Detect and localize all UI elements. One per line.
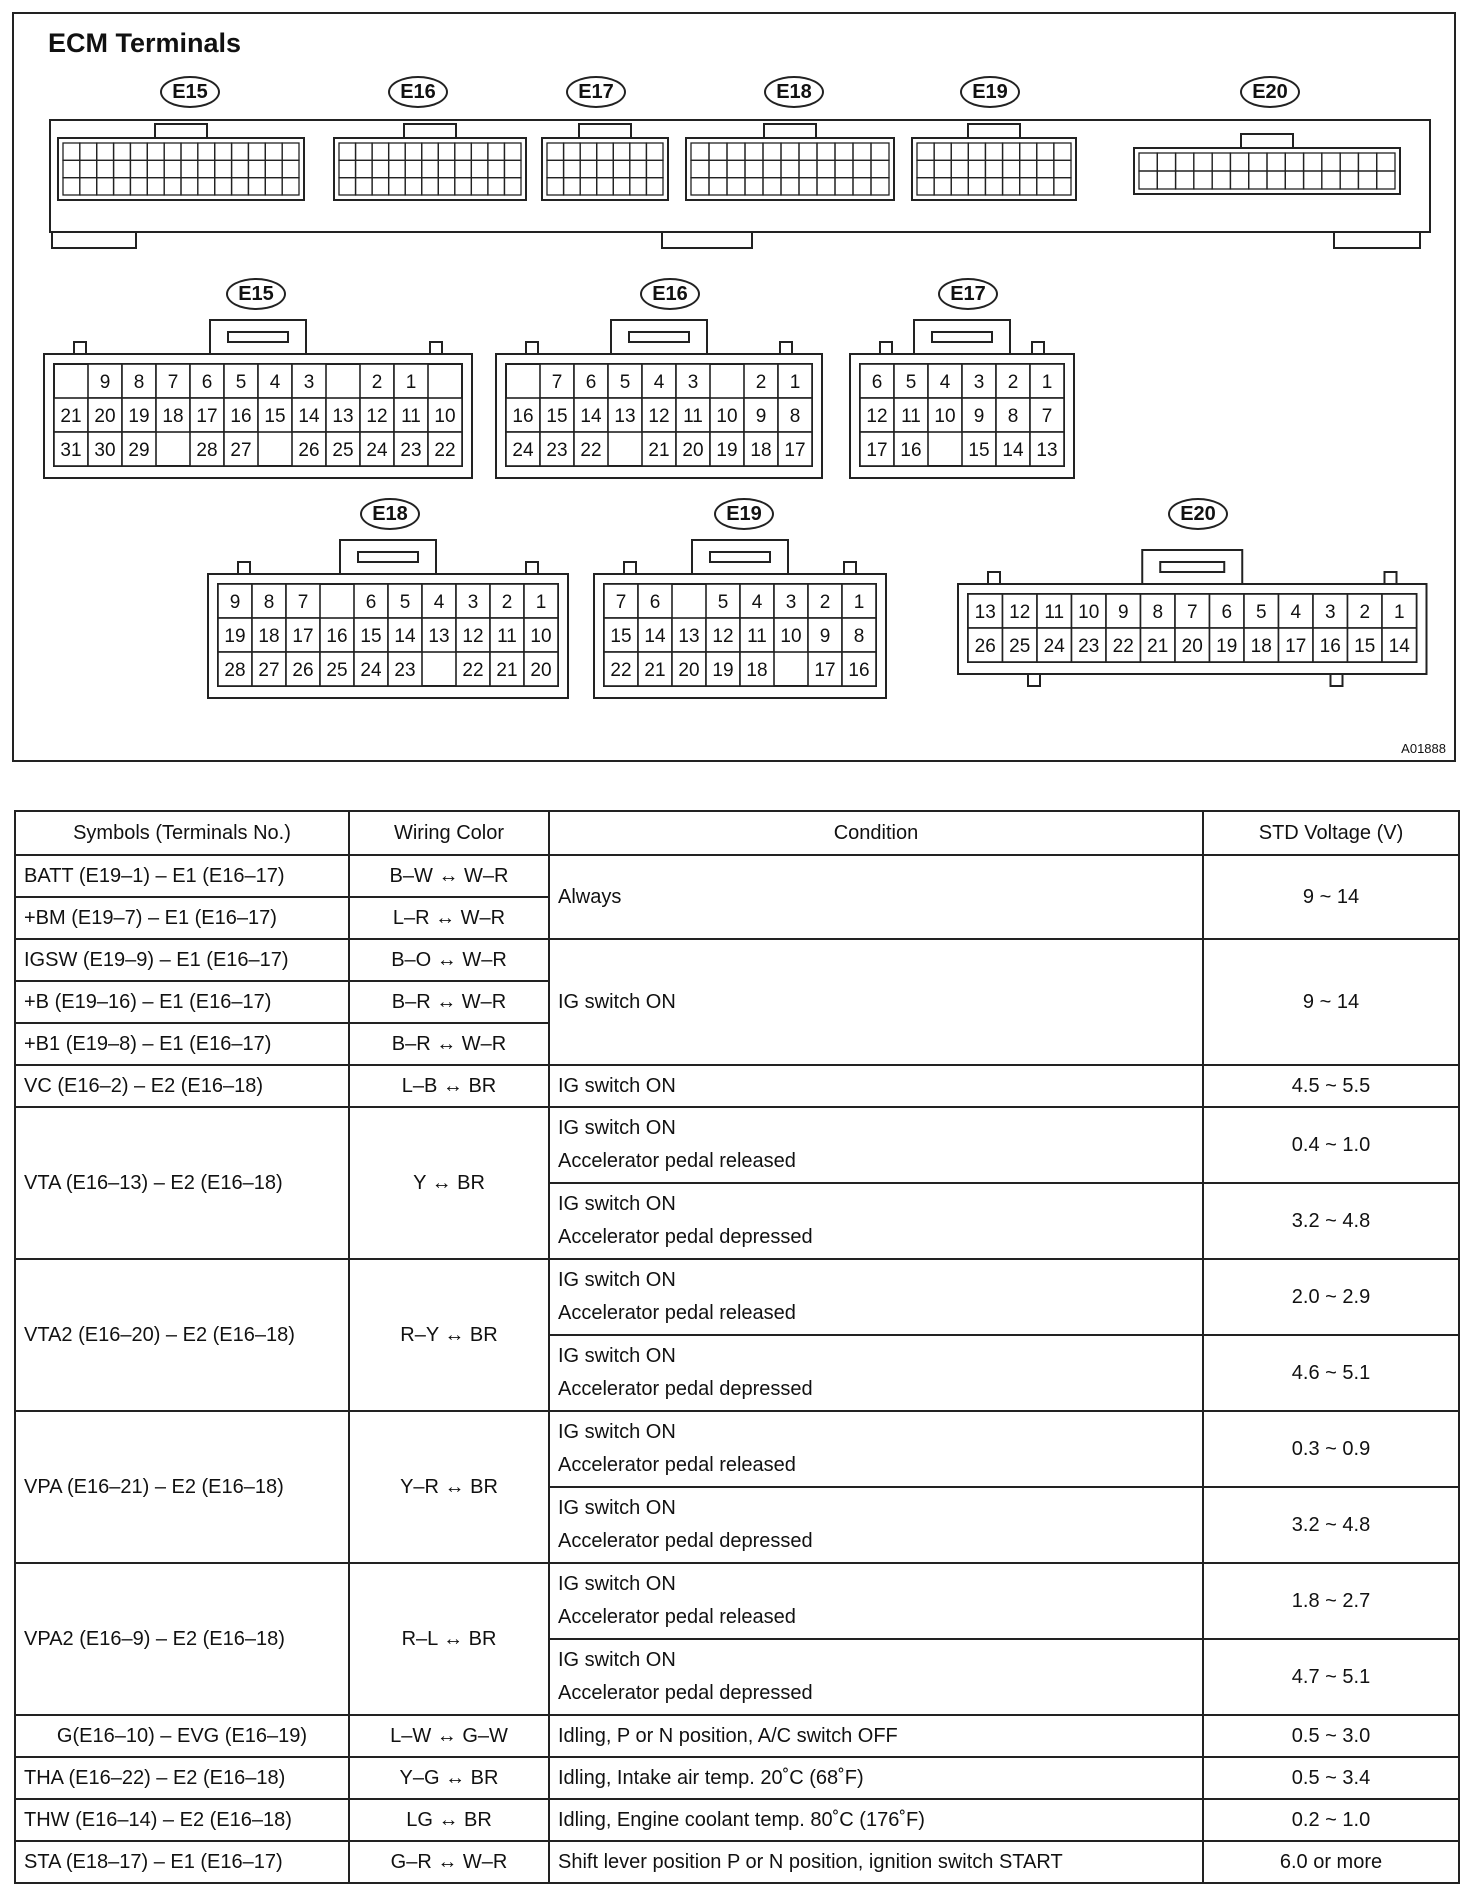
ecm-terminals-diagram	[12, 12, 1456, 762]
pin-number: 28	[196, 440, 218, 461]
pin-number: 3	[467, 592, 479, 613]
pin-number: 5	[619, 372, 631, 393]
condition-cell: Always	[549, 855, 1203, 939]
pin-number: 22	[434, 440, 456, 461]
mini-connector-19	[912, 124, 1076, 200]
pin-number: 2	[1359, 602, 1371, 623]
detail-label-e19: E19	[714, 498, 774, 530]
pin-number: 17	[196, 406, 218, 427]
col-wiring-color: Wiring Color	[349, 811, 549, 855]
voltage-cell: 3.2 ~ 4.8	[1203, 1487, 1459, 1563]
symbol-cell: VPA (E16–21) – E2 (E16–18)	[15, 1411, 349, 1563]
symbol-cell: BATT (E19–1) – E1 (E16–17)	[15, 855, 349, 897]
condition-cell	[549, 1107, 1203, 1183]
wiring-cell: R–L ↔ BR	[349, 1563, 549, 1715]
pin-number: 15	[968, 440, 990, 461]
pin-number: 9	[755, 406, 767, 427]
connector-e20	[958, 550, 1427, 686]
table-row	[15, 1841, 1459, 1883]
condition-line: Accelerator pedal depressed	[558, 1682, 813, 1704]
table-row	[15, 1715, 1459, 1757]
mini-connector-15	[58, 124, 304, 200]
pin-number: 5	[905, 372, 917, 393]
pin-number: 10	[1078, 602, 1100, 623]
pin-number: 14	[1002, 440, 1024, 461]
condition-cell: IG switch ON	[549, 939, 1203, 1065]
condition-cell: Idling, Engine coolant temp. 80˚C (176˚F)	[549, 1799, 1203, 1841]
pin-number: 22	[462, 660, 484, 681]
condition-line: Accelerator pedal released	[558, 1150, 796, 1172]
pin-number: 8	[1007, 406, 1019, 427]
symbol-cell: +B (E19–16) – E1 (E16–17)	[15, 981, 349, 1023]
symbol-cell: VTA (E16–13) – E2 (E16–18)	[15, 1107, 349, 1259]
pin-number: 1	[1041, 372, 1053, 393]
pin-number: 19	[224, 626, 246, 647]
pin-number: 12	[462, 626, 484, 647]
pin-number: 16	[326, 626, 348, 647]
table-row	[15, 1563, 1459, 1639]
pin-number: 3	[785, 592, 797, 613]
pin-number: 12	[866, 406, 888, 427]
pin-number: 4	[653, 372, 665, 393]
pin-number: 23	[394, 660, 416, 681]
condition-line: IG switch ON	[558, 1117, 676, 1139]
pin-number: 27	[258, 660, 280, 681]
pin-number: 20	[94, 406, 116, 427]
pin-number: 24	[360, 660, 382, 681]
pin-number: 21	[1147, 636, 1169, 657]
pin-number: 2	[501, 592, 513, 613]
pin-number: 6	[365, 592, 377, 613]
table-row	[15, 939, 1459, 981]
pin-number: 19	[716, 440, 738, 461]
pin-number: 5	[399, 592, 411, 613]
detail-label-e20: E20	[1168, 498, 1228, 530]
pin-number: 7	[551, 372, 563, 393]
voltage-cell: 1.8 ~ 2.7	[1203, 1563, 1459, 1639]
pin-number: 9	[1117, 602, 1129, 623]
pin-number: 20	[682, 440, 704, 461]
pin-number: 29	[128, 440, 150, 461]
table-row	[15, 855, 1459, 897]
pin-number: 14	[644, 626, 666, 647]
pin-number: 19	[1216, 636, 1238, 657]
pin-number: 17	[1285, 636, 1307, 657]
pin-number: 16	[512, 406, 534, 427]
pin-number: 18	[162, 406, 184, 427]
pin-number: 16	[1319, 636, 1341, 657]
pin-number: 17	[784, 440, 806, 461]
pin-number: 6	[585, 372, 597, 393]
table-row	[15, 1411, 1459, 1487]
symbol-cell: STA (E18–17) – E1 (E16–17)	[15, 1841, 349, 1883]
pin-number: 8	[789, 406, 801, 427]
pin-number: 10	[530, 626, 552, 647]
pin-number: 6	[201, 372, 213, 393]
pin-number: 11	[747, 626, 767, 647]
condition-line: IG switch ON	[558, 1421, 676, 1443]
voltage-cell: 6.0 or more	[1203, 1841, 1459, 1883]
pin-number: 16	[900, 440, 922, 461]
pin-number: 7	[615, 592, 627, 613]
pin-number: 5	[717, 592, 729, 613]
pin-number: 6	[871, 372, 883, 393]
wiring-cell: B–R ↔ W–R	[349, 981, 549, 1023]
top-label-e20: E20	[1240, 76, 1300, 108]
pin-number: 17	[866, 440, 888, 461]
pin-number: 11	[1044, 602, 1065, 623]
voltage-cell: 0.5 ~ 3.4	[1203, 1757, 1459, 1799]
top-label-e19: E19	[960, 76, 1020, 108]
pin-number: 10	[780, 626, 802, 647]
condition-cell: IG switch ON	[549, 1065, 1203, 1107]
pin-number: 28	[224, 660, 246, 681]
pin-number: 12	[648, 406, 670, 427]
pin-number: 4	[269, 372, 281, 393]
condition-cell	[549, 1183, 1203, 1259]
top-label-e17: E17	[566, 76, 626, 108]
pin-number: 5	[235, 372, 247, 393]
symbol-cell: VPA2 (E16–9) – E2 (E16–18)	[15, 1563, 349, 1715]
col-symbols: Symbols (Terminals No.)	[15, 811, 349, 855]
pin-number: 4	[1290, 602, 1302, 623]
pin-number: 17	[292, 626, 314, 647]
pin-number: 16	[848, 660, 870, 681]
condition-line: IG switch ON	[558, 1345, 676, 1367]
condition-line: IG switch ON	[558, 1573, 676, 1595]
pin-number: 26	[298, 440, 320, 461]
pin-number: 22	[1112, 636, 1134, 657]
symbol-cell: VTA2 (E16–20) – E2 (E16–18)	[15, 1259, 349, 1411]
pin-number: 6	[1221, 602, 1233, 623]
pin-number: 18	[746, 660, 768, 681]
pin-number: 8	[133, 372, 145, 393]
pin-number: 7	[297, 592, 309, 613]
pin-number: 4	[939, 372, 951, 393]
table-row	[15, 1065, 1459, 1107]
pin-number: 18	[750, 440, 772, 461]
mini-connector-16	[334, 124, 526, 200]
condition-line: Accelerator pedal depressed	[558, 1226, 813, 1248]
pin-number: 4	[433, 592, 445, 613]
wiring-cell: L–R ↔ W–R	[349, 897, 549, 939]
pin-number: 12	[712, 626, 734, 647]
col-std-voltage: STD Voltage (V)	[1203, 811, 1459, 855]
condition-cell: Shift lever position P or N position, ignition switch START	[549, 1841, 1203, 1883]
symbol-cell: THW (E16–14) – E2 (E16–18)	[15, 1799, 349, 1841]
voltage-cell: 4.5 ~ 5.5	[1203, 1065, 1459, 1107]
pin-number: 20	[678, 660, 700, 681]
pin-number: 9	[973, 406, 985, 427]
pin-number: 2	[1007, 372, 1019, 393]
pin-number: 24	[1043, 636, 1065, 657]
pin-number: 19	[128, 406, 150, 427]
mini-connector-17	[542, 124, 668, 200]
wiring-cell: R–Y ↔ BR	[349, 1259, 549, 1411]
mini-connector-18	[686, 124, 894, 200]
pin-number: 14	[298, 406, 320, 427]
connector-e15	[44, 320, 472, 478]
wiring-cell: Y–R ↔ BR	[349, 1411, 549, 1563]
pin-number: 2	[755, 372, 767, 393]
symbol-cell: +BM (E19–7) – E1 (E16–17)	[15, 897, 349, 939]
condition-cell	[549, 1639, 1203, 1715]
table-row	[15, 1799, 1459, 1841]
pin-number: 22	[580, 440, 602, 461]
pin-number: 20	[1181, 636, 1203, 657]
pin-number: 21	[496, 660, 518, 681]
pin-number: 27	[230, 440, 252, 461]
pin-number: 12	[366, 406, 388, 427]
condition-cell: Idling, Intake air temp. 20˚C (68˚F)	[549, 1757, 1203, 1799]
table-row	[15, 1259, 1459, 1335]
table-row	[15, 1107, 1459, 1183]
pin-number: 24	[366, 440, 388, 461]
pin-number: 15	[546, 406, 568, 427]
voltage-cell: 0.4 ~ 1.0	[1203, 1107, 1459, 1183]
pin-number: 13	[332, 406, 354, 427]
condition-cell	[549, 1487, 1203, 1563]
pin-number: 3	[303, 372, 315, 393]
pin-number: 2	[371, 372, 383, 393]
pin-number: 11	[401, 406, 421, 427]
pin-number: 18	[1250, 636, 1272, 657]
pin-number: 31	[60, 440, 82, 461]
connector-e17	[850, 320, 1074, 478]
pin-number: 3	[687, 372, 699, 393]
connector-e18	[208, 540, 568, 698]
col-condition: Condition	[549, 811, 1203, 855]
pin-number: 14	[1388, 636, 1410, 657]
pin-number: 22	[610, 660, 632, 681]
terminal-voltage-table	[14, 810, 1460, 1884]
pin-number: 11	[901, 406, 921, 427]
condition-line: IG switch ON	[558, 1193, 676, 1215]
wiring-cell: B–R ↔ W–R	[349, 1023, 549, 1065]
wiring-cell: B–O ↔ W–R	[349, 939, 549, 981]
detail-label-e15: E15	[226, 278, 286, 310]
detail-label-e17: E17	[938, 278, 998, 310]
pin-number: 7	[1041, 406, 1053, 427]
pin-number: 17	[814, 660, 836, 681]
pin-number: 15	[360, 626, 382, 647]
pin-number: 26	[292, 660, 314, 681]
table-row	[15, 1757, 1459, 1799]
condition-line: Accelerator pedal released	[558, 1454, 796, 1476]
symbol-cell: THA (E16–22) – E2 (E16–18)	[15, 1757, 349, 1799]
pin-number: 23	[400, 440, 422, 461]
pin-number: 30	[94, 440, 116, 461]
symbol-cell: IGSW (E19–9) – E1 (E16–17)	[15, 939, 349, 981]
voltage-cell: 3.2 ~ 4.8	[1203, 1183, 1459, 1259]
pin-number: 1	[1393, 602, 1405, 623]
voltage-cell: 0.3 ~ 0.9	[1203, 1411, 1459, 1487]
connector-drawing	[14, 14, 1454, 760]
condition-cell: Idling, P or N position, A/C switch OFF	[549, 1715, 1203, 1757]
pin-number: 11	[497, 626, 517, 647]
voltage-cell: 4.6 ~ 5.1	[1203, 1335, 1459, 1411]
pin-number: 5	[1255, 602, 1267, 623]
condition-cell	[549, 1335, 1203, 1411]
pin-number: 23	[1078, 636, 1100, 657]
pin-number: 10	[716, 406, 738, 427]
pin-number: 19	[712, 660, 734, 681]
pin-number: 11	[683, 406, 703, 427]
voltage-cell: 4.7 ~ 5.1	[1203, 1639, 1459, 1715]
pin-number: 9	[229, 592, 241, 613]
pin-number: 1	[789, 372, 801, 393]
pin-number: 3	[1324, 602, 1336, 623]
pin-number: 16	[230, 406, 252, 427]
pin-number: 7	[1186, 602, 1198, 623]
pin-number: 18	[258, 626, 280, 647]
condition-cell	[549, 1411, 1203, 1487]
pin-number: 6	[649, 592, 661, 613]
pin-number: 9	[99, 372, 111, 393]
pin-number: 14	[394, 626, 416, 647]
pin-number: 1	[853, 592, 865, 613]
voltage-cell: 2.0 ~ 2.9	[1203, 1259, 1459, 1335]
pin-number: 15	[264, 406, 286, 427]
top-label-e15: E15	[160, 76, 220, 108]
condition-cell	[549, 1259, 1203, 1335]
pin-number: 8	[263, 592, 275, 613]
wiring-cell: G–R ↔ W–R	[349, 1841, 549, 1883]
pin-number: 13	[428, 626, 450, 647]
wiring-cell: Y ↔ BR	[349, 1107, 549, 1259]
pin-number: 13	[974, 602, 996, 623]
pin-number: 1	[535, 592, 547, 613]
pin-number: 8	[853, 626, 865, 647]
condition-line: IG switch ON	[558, 1497, 676, 1519]
pin-number: 10	[934, 406, 956, 427]
top-label-e16: E16	[388, 76, 448, 108]
pin-number: 4	[751, 592, 763, 613]
figure-code: A01888	[1401, 741, 1446, 756]
pin-number: 15	[1354, 636, 1376, 657]
wiring-cell: Y–G ↔ BR	[349, 1757, 549, 1799]
symbol-cell: G(E16–10) – EVG (E16–19)	[15, 1715, 349, 1757]
pin-number: 25	[326, 660, 348, 681]
condition-line: IG switch ON	[558, 1269, 676, 1291]
pin-number: 12	[1009, 602, 1031, 623]
pin-number: 24	[512, 440, 534, 461]
condition-line: Accelerator pedal depressed	[558, 1378, 813, 1400]
pin-number: 21	[648, 440, 670, 461]
pin-number: 20	[530, 660, 552, 681]
pin-number: 25	[332, 440, 354, 461]
voltage-cell: 9 ~ 14	[1203, 855, 1459, 939]
diagram-title: ECM Terminals	[48, 28, 242, 58]
condition-line: IG switch ON	[558, 1649, 676, 1671]
connector-e19	[594, 540, 886, 698]
pin-number: 25	[1009, 636, 1031, 657]
pin-number: 21	[60, 406, 82, 427]
condition-line: Accelerator pedal depressed	[558, 1530, 813, 1552]
pin-number: 7	[167, 372, 179, 393]
pin-number: 8	[1152, 602, 1164, 623]
symbol-cell: +B1 (E19–8) – E1 (E16–17)	[15, 1023, 349, 1065]
mini-connector-20	[1134, 134, 1400, 194]
pin-number: 9	[819, 626, 831, 647]
table-header-row	[15, 811, 1459, 855]
pin-number: 13	[614, 406, 636, 427]
voltage-cell: 9 ~ 14	[1203, 939, 1459, 1065]
top-label-e18: E18	[764, 76, 824, 108]
detail-label-e16: E16	[640, 278, 700, 310]
pin-number: 1	[405, 372, 417, 393]
pin-number: 14	[580, 406, 602, 427]
connector-e16	[496, 320, 822, 478]
symbol-cell: VC (E16–2) – E2 (E16–18)	[15, 1065, 349, 1107]
voltage-cell: 0.5 ~ 3.0	[1203, 1715, 1459, 1757]
pin-number: 13	[1036, 440, 1058, 461]
pin-number: 13	[678, 626, 700, 647]
condition-line: Accelerator pedal released	[558, 1606, 796, 1628]
wiring-cell: L–W ↔ G–W	[349, 1715, 549, 1757]
wiring-cell: B–W ↔ W–R	[349, 855, 549, 897]
wiring-cell: L–B ↔ BR	[349, 1065, 549, 1107]
condition-cell	[549, 1563, 1203, 1639]
pin-number: 10	[434, 406, 456, 427]
pin-number: 15	[610, 626, 632, 647]
pin-number: 21	[644, 660, 666, 681]
pin-number: 26	[974, 636, 996, 657]
pin-number: 2	[819, 592, 831, 613]
condition-line: Accelerator pedal released	[558, 1302, 796, 1324]
voltage-cell: 0.2 ~ 1.0	[1203, 1799, 1459, 1841]
wiring-cell: LG ↔ BR	[349, 1799, 549, 1841]
pin-number: 3	[973, 372, 985, 393]
detail-label-e18: E18	[360, 498, 420, 530]
pin-number: 23	[546, 440, 568, 461]
